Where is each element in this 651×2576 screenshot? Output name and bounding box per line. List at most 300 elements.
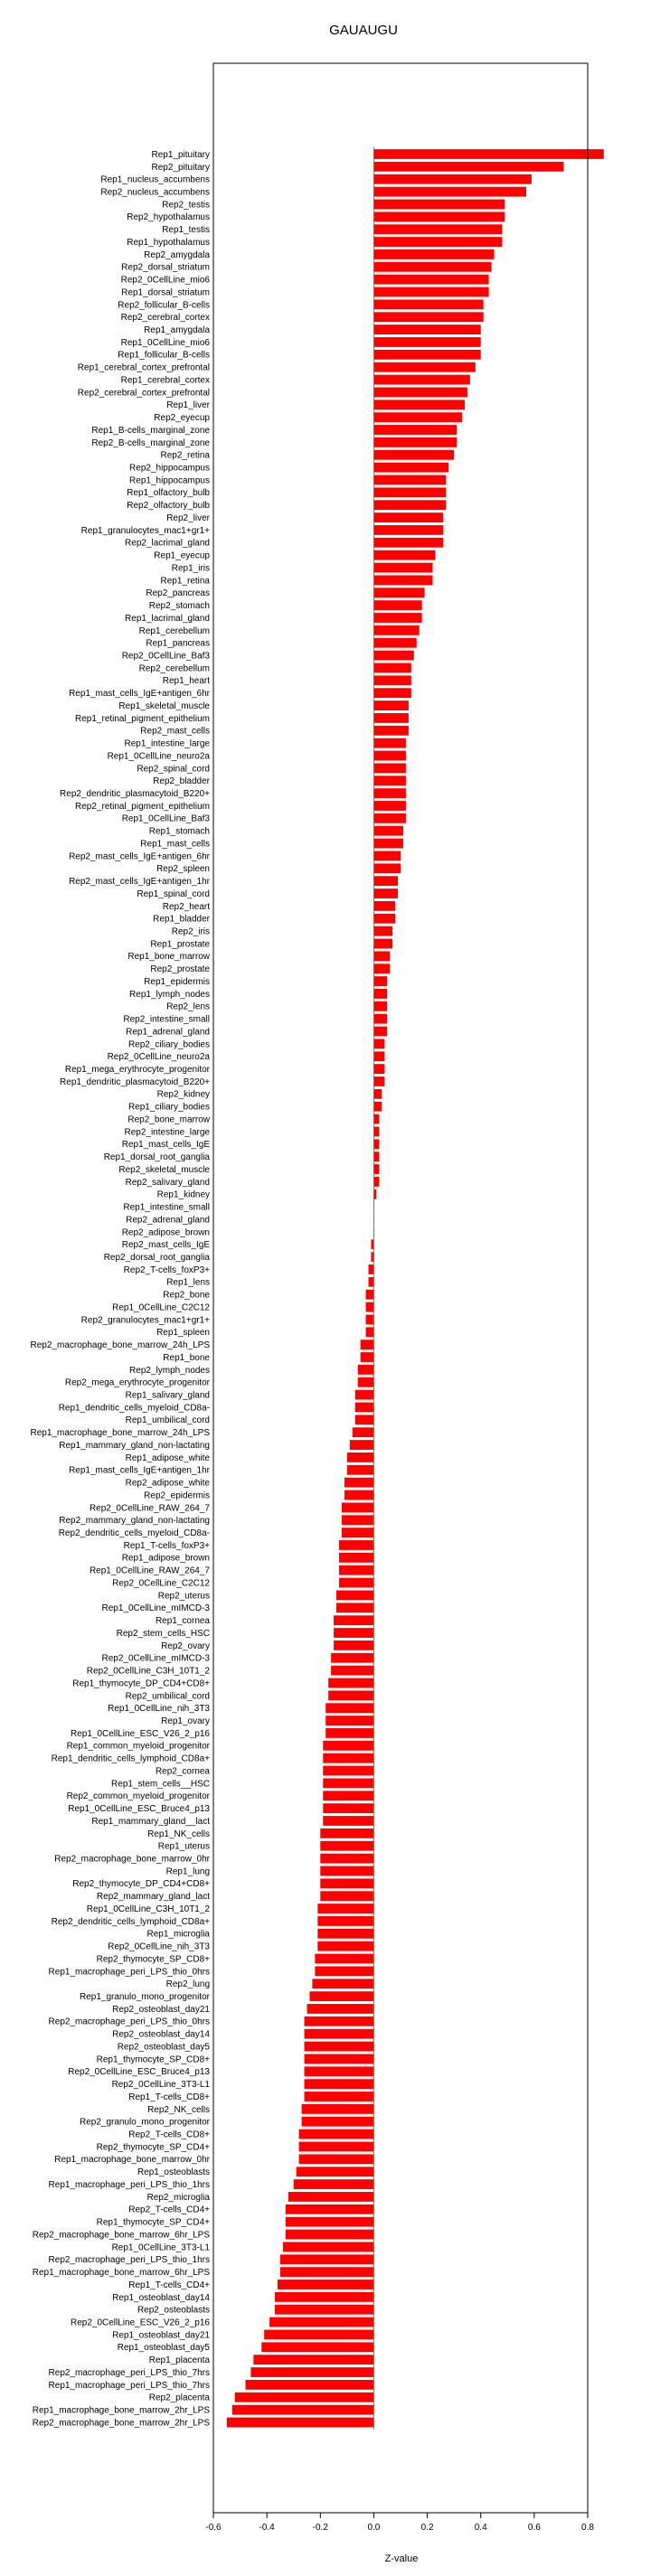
bar-4 xyxy=(373,200,505,210)
category-label: Rep1_macrophage_peri_LPS_thio_0hrs xyxy=(48,1967,210,1978)
bar-37 xyxy=(373,613,421,623)
bar-177 xyxy=(250,2367,373,2377)
category-label: Rep1_amygdala xyxy=(144,325,210,336)
bar-141 xyxy=(317,1916,373,1926)
bar-176 xyxy=(253,2355,373,2364)
bar-58 xyxy=(373,876,398,886)
bar-173 xyxy=(269,2317,373,2327)
category-label: Rep2_0CellLine_mIMCD-3 xyxy=(101,1653,210,1664)
category-label: Rep1_placenta xyxy=(148,2355,210,2366)
bar-60 xyxy=(373,901,395,911)
bar-152 xyxy=(305,2054,374,2064)
category-label: Rep1_olfactory_bulb xyxy=(127,488,210,499)
category-label: Rep1_pancreas xyxy=(146,638,210,649)
category-label: Rep2_stem_cells_HSC xyxy=(116,1628,210,1639)
category-label: Rep2_adipose_white xyxy=(125,1478,210,1489)
category-label: Rep1_lung xyxy=(165,1866,210,1877)
bar-166 xyxy=(286,2230,374,2240)
category-label: Rep2_adrenal_gland xyxy=(126,1215,210,1226)
category-label: Rep2_dendritic_cells_myeloid_CD8a- xyxy=(58,1528,210,1539)
bar-12 xyxy=(373,299,483,309)
bar-122 xyxy=(328,1678,373,1688)
category-label: Rep2_nucleus_accumbens xyxy=(100,187,210,198)
bar-156 xyxy=(302,2104,374,2114)
bar-54 xyxy=(373,826,403,836)
category-label: Rep1_osteoblast_day5 xyxy=(117,2343,210,2354)
bar-65 xyxy=(373,964,390,973)
bar-44 xyxy=(373,700,408,710)
category-label: Rep2_testis xyxy=(162,200,210,211)
category-label: Rep1_0CellLine_C2C12 xyxy=(112,1302,210,1313)
bar-148 xyxy=(307,2004,374,2014)
bar-36 xyxy=(373,600,421,610)
bar-31 xyxy=(373,538,443,548)
category-label: Rep2_retinal_pigment_epithelium xyxy=(75,801,210,812)
bar-75 xyxy=(373,1089,382,1099)
category-label: Rep1_bone xyxy=(163,1352,210,1363)
bar-89 xyxy=(369,1264,374,1274)
category-label: Rep1_hippocampus xyxy=(129,475,210,486)
bar-29 xyxy=(373,512,443,522)
bar-154 xyxy=(305,2079,374,2089)
bar-162 xyxy=(294,2179,374,2189)
category-label: Rep1_mast_cells_IgE+antigen_1hr xyxy=(69,1465,210,1476)
bar-1 xyxy=(373,162,563,172)
category-label: Rep2_osteoblast_day14 xyxy=(112,2029,210,2040)
category-label: Rep1_umbilical_cord xyxy=(125,1415,210,1426)
bar-128 xyxy=(323,1753,373,1763)
x-axis-label: Z-value xyxy=(384,2553,419,2564)
category-label: Rep2_intestine_large xyxy=(124,1127,210,1138)
category-label: Rep2_salivary_gland xyxy=(125,1177,210,1188)
category-label: Rep1_granulocytes_mac1+gr1+ xyxy=(80,525,210,536)
category-label: Rep2_eyecup xyxy=(154,413,210,424)
bar-66 xyxy=(373,976,387,986)
category-label: Rep1_bone_marrow xyxy=(127,952,210,963)
category-label: Rep1_B-cells_marginal_zone xyxy=(91,425,210,436)
bar-13 xyxy=(373,312,483,322)
category-label: Rep1_pituitary xyxy=(151,149,210,160)
category-label: Rep2_retina xyxy=(160,450,210,461)
bar-55 xyxy=(373,839,403,849)
category-label: Rep1_skeletal_muscle xyxy=(118,700,210,711)
category-label: Rep2_adipose_brown xyxy=(121,1227,210,1238)
bar-163 xyxy=(288,2192,374,2202)
category-label: Rep1_dorsal_root_ganglia xyxy=(103,1152,210,1163)
bar-126 xyxy=(326,1728,373,1738)
category-label: Rep2_cornea xyxy=(155,1766,210,1777)
category-label: Rep1_nucleus_accumbens xyxy=(100,174,210,185)
bar-131 xyxy=(323,1791,373,1800)
bar-136 xyxy=(320,1854,373,1864)
bar-69 xyxy=(373,1014,387,1024)
bar-94 xyxy=(366,1327,374,1337)
x-tick-label: 0.8 xyxy=(581,2523,594,2533)
category-label: Rep1_ciliary_bodies xyxy=(127,1102,210,1113)
bar-98 xyxy=(358,1377,374,1387)
category-label: Rep2_macrophage_bone_marrow_0hr xyxy=(54,1854,210,1865)
bar-19 xyxy=(373,388,467,398)
category-label: Rep2_ciliary_bodies xyxy=(127,1039,210,1050)
bar-49 xyxy=(373,763,405,773)
category-label: Rep1_T-cells_CD4+ xyxy=(128,2280,210,2290)
bar-26 xyxy=(373,475,446,485)
bar-157 xyxy=(302,2117,374,2127)
bar-114 xyxy=(339,1578,373,1588)
category-label: Rep2_macrophage_bone_marrow_24h_LPS xyxy=(30,1340,210,1351)
category-label: Rep1_testis xyxy=(162,225,210,236)
bar-92 xyxy=(366,1302,374,1312)
bar-161 xyxy=(297,2167,374,2176)
category-label: Rep2_NK_cells xyxy=(147,2104,210,2115)
bar-133 xyxy=(323,1816,373,1826)
bar-179 xyxy=(235,2393,374,2402)
bar-38 xyxy=(373,625,419,635)
category-label: Rep1_macrophage_peri_LPS_thio_7hrs xyxy=(48,2380,210,2391)
bar-169 xyxy=(280,2267,374,2277)
category-label: Rep2_spinal_cord xyxy=(137,764,210,775)
category-label: Rep2_olfactory_bulb xyxy=(127,501,210,512)
category-label: Rep1_intestine_small xyxy=(123,1202,210,1213)
bar-90 xyxy=(369,1277,374,1287)
bar-21 xyxy=(373,412,462,422)
bar-45 xyxy=(373,713,408,723)
category-label: Rep1_intestine_large xyxy=(124,738,210,749)
bar-93 xyxy=(366,1315,374,1325)
bar-8 xyxy=(373,249,494,259)
category-label: Rep2_hippocampus xyxy=(129,463,210,474)
category-label: Rep1_macrophage_bone_marrow_6hr_LPS xyxy=(32,2268,210,2279)
bar-28 xyxy=(373,500,446,510)
x-tick-label: 0.6 xyxy=(527,2523,541,2533)
category-label: Rep2_thymocyte_DP_CD4+CD8+ xyxy=(72,1879,210,1890)
bar-143 xyxy=(317,1941,373,1951)
category-label: Rep2_cerebral_cortex xyxy=(120,313,210,324)
category-label: Rep1_spleen xyxy=(156,1328,210,1339)
category-label: Rep1_0CellLine_ESC_Bruce4_p13 xyxy=(68,1804,210,1815)
category-label: Rep2_mast_cells_IgE+antigen_1hr xyxy=(69,877,210,888)
category-label: Rep1_0CellLine_Baf3 xyxy=(121,813,210,824)
category-label: Rep1_mammary_gland_non-lactating xyxy=(59,1440,210,1451)
bar-11 xyxy=(373,287,488,297)
category-label: Rep2_liver xyxy=(166,512,210,523)
bar-168 xyxy=(280,2254,374,2264)
category-label: Rep1_cerebellum xyxy=(138,625,210,636)
bar-130 xyxy=(323,1778,373,1788)
category-label: Rep1_granulo_mono_progenitor xyxy=(80,1992,210,2003)
category-label: Rep1_uterus xyxy=(157,1841,210,1852)
x-axis xyxy=(205,2513,594,2533)
category-label: Rep2_T-cells_CD4+ xyxy=(128,2205,210,2215)
category-label: Rep1_0CellLine_nih_3T3 xyxy=(108,1704,210,1715)
bar-3 xyxy=(373,187,526,197)
category-label: Rep2_B-cells_marginal_zone xyxy=(91,437,210,448)
bar-14 xyxy=(373,324,480,334)
category-label: Rep2_iris xyxy=(171,926,210,937)
category-label: Rep2_macrophage_peri_LPS_thio_7hrs xyxy=(48,2367,210,2378)
category-label: Rep2_macrophage_peri_LPS_thio_1hrs xyxy=(48,2255,210,2266)
bar-106 xyxy=(344,1478,374,1488)
bar-34 xyxy=(373,575,432,585)
category-label: Rep2_mega_erythrocyte_progenitor xyxy=(64,1377,210,1388)
bar-48 xyxy=(373,751,405,761)
bar-77 xyxy=(373,1114,379,1124)
category-label: Rep2_osteoblasts xyxy=(137,2305,210,2316)
category-label: Rep2_macrophage_bone_marrow_6hr_LPS xyxy=(32,2230,210,2241)
bar-33 xyxy=(373,563,432,573)
bar-102 xyxy=(353,1427,374,1437)
category-label: Rep1_cerebral_cortex xyxy=(120,375,210,386)
category-label: Rep2_pituitary xyxy=(151,162,210,173)
bar-6 xyxy=(373,224,502,234)
category-label: Rep2_T-cells_foxP3+ xyxy=(123,1264,210,1275)
bar-91 xyxy=(366,1290,374,1300)
bar-123 xyxy=(328,1690,373,1700)
bar-164 xyxy=(286,2205,374,2214)
bar-104 xyxy=(347,1453,374,1462)
category-label: Rep1_dorsal_striatum xyxy=(121,287,210,298)
bar-147 xyxy=(309,1991,373,2001)
bar-108 xyxy=(342,1502,373,1512)
bar-63 xyxy=(373,939,392,949)
x-tick-label: -0.2 xyxy=(312,2523,328,2533)
category-label: Rep2_0CellLine_mio6 xyxy=(120,275,210,286)
bar-158 xyxy=(299,2129,374,2139)
category-label: Rep2_granulocytes_mac1+gr1+ xyxy=(80,1315,210,1326)
category-label: Rep1_mega_erythrocyte_progenitor xyxy=(64,1065,210,1076)
category-label: Rep2_microglia xyxy=(146,2192,210,2203)
bar-2 xyxy=(373,174,531,184)
bar-144 xyxy=(315,1954,373,1964)
category-label: Rep2_lymph_nodes xyxy=(129,1365,210,1376)
category-label: Rep2_intestine_small xyxy=(123,1014,210,1025)
bar-138 xyxy=(320,1878,373,1888)
bar-100 xyxy=(355,1403,374,1413)
category-label: Rep2_amygdala xyxy=(144,249,210,260)
bar-103 xyxy=(350,1440,374,1450)
bar-118 xyxy=(334,1628,373,1638)
bar-72 xyxy=(373,1051,384,1061)
bar-121 xyxy=(331,1666,373,1676)
bar-160 xyxy=(299,2154,374,2164)
bar-134 xyxy=(320,1829,373,1838)
bar-70 xyxy=(373,1027,387,1037)
bar-64 xyxy=(373,951,390,961)
category-label: Rep2_ovary xyxy=(161,1641,210,1651)
bar-119 xyxy=(334,1641,373,1650)
category-label: Rep1_0CellLine_mIMCD-3 xyxy=(101,1603,210,1614)
bar-32 xyxy=(373,550,435,560)
bar-120 xyxy=(331,1653,373,1663)
bar-79 xyxy=(373,1139,379,1149)
category-label: Rep1_mast_cells_IgE xyxy=(121,1140,210,1151)
bar-15 xyxy=(373,337,480,347)
bar-172 xyxy=(275,2305,373,2315)
category-label: Rep1_T-cells_CD8+ xyxy=(128,2092,210,2102)
category-label: Rep2_mast_cells_IgE xyxy=(121,1240,210,1251)
category-label: Rep1_0CellLine_neuro2a xyxy=(107,751,210,762)
category-label: Rep1_lacrimal_gland xyxy=(125,613,210,624)
category-label: Rep2_mammary_gland_non-lactating xyxy=(59,1516,210,1527)
bar-81 xyxy=(373,1164,379,1174)
bar-159 xyxy=(299,2142,374,2152)
category-label: Rep2_0CellLine_ESC_V26_2_p16 xyxy=(70,2317,210,2328)
bar-146 xyxy=(312,1979,373,1988)
category-label: Rep2_0CellLine_nih_3T3 xyxy=(108,1941,210,1952)
bar-39 xyxy=(373,638,416,648)
category-label: Rep2_0CellLine_3T3-L1 xyxy=(111,2080,210,2091)
category-label: Rep2_dendritic_plasmacytoid_B220+ xyxy=(60,788,210,799)
bar-99 xyxy=(355,1390,374,1400)
bar-23 xyxy=(373,437,457,447)
bar-95 xyxy=(361,1340,374,1349)
bar-150 xyxy=(305,2029,374,2039)
bar-7 xyxy=(373,237,502,247)
category-label: Rep2_cerebellum xyxy=(138,663,210,674)
category-label: Rep2_T-cells_CD8+ xyxy=(128,2129,210,2140)
category-label: Rep2_thymocyte_SP_CD4+ xyxy=(96,2142,210,2153)
bar-16 xyxy=(373,350,480,360)
x-tick-label: -0.6 xyxy=(205,2523,222,2533)
category-label: Rep1_kidney xyxy=(156,1189,210,1200)
bar-135 xyxy=(320,1841,373,1851)
category-label: Rep1_NK_cells xyxy=(147,1829,210,1839)
bar-30 xyxy=(373,525,443,535)
category-label: Rep1_dendritic_cells_lymphoid_CD8a+ xyxy=(51,1753,210,1764)
category-label: Rep2_kidney xyxy=(156,1089,210,1100)
category-label: Rep2_cerebral_cortex_prefrontal xyxy=(77,388,210,399)
category-label: Rep1_0CellLine_3T3-L1 xyxy=(111,2242,210,2253)
bar-174 xyxy=(264,2330,373,2340)
bar-78 xyxy=(373,1127,379,1137)
category-label: Rep2_pancreas xyxy=(146,588,210,599)
bar-125 xyxy=(326,1716,373,1725)
bar-124 xyxy=(326,1703,373,1713)
bar-82 xyxy=(373,1177,379,1187)
x-tick-label: 0.0 xyxy=(367,2523,381,2533)
category-label: Rep2_thymocyte_SP_CD8+ xyxy=(96,1954,210,1965)
bar-105 xyxy=(347,1465,374,1475)
category-label: Rep1_heart xyxy=(162,676,210,687)
bar-50 xyxy=(373,776,405,785)
bar-25 xyxy=(373,463,448,473)
bar-42 xyxy=(373,675,410,685)
category-label: Rep2_0CellLine_C3H_10T1_2 xyxy=(86,1666,210,1677)
category-label: Rep2_stomach xyxy=(148,601,210,612)
category-label: Rep1_common_myeloid_progenitor xyxy=(66,1741,210,1752)
bar-24 xyxy=(373,450,454,460)
category-label: Rep2_osteoblast_day5 xyxy=(117,2042,210,2053)
bar-20 xyxy=(373,400,465,409)
bar-96 xyxy=(361,1352,374,1362)
category-label: Rep1_T-cells_foxP3+ xyxy=(123,1540,210,1551)
category-label: Rep1_macrophage_bone_marrow_24h_LPS xyxy=(30,1428,210,1439)
category-label: Rep2_bone xyxy=(163,1290,210,1301)
category-label: Rep1_0CellLine_mio6 xyxy=(120,337,210,348)
category-label: Rep2_mast_cells_IgE+antigen_6hr xyxy=(69,851,210,862)
bar-80 xyxy=(373,1152,379,1161)
category-label: Rep2_0CellLine_RAW_264_7 xyxy=(89,1503,210,1514)
bar-117 xyxy=(334,1615,373,1625)
bar-47 xyxy=(373,738,405,748)
bar-101 xyxy=(355,1415,374,1424)
bar-112 xyxy=(339,1553,373,1563)
bar-111 xyxy=(339,1540,373,1550)
category-label: Rep2_follicular_B-cells xyxy=(118,300,210,311)
category-label: Rep1_salivary_gland xyxy=(125,1390,210,1401)
category-label: Rep2_dorsal_root_ganglia xyxy=(103,1252,210,1263)
category-label: Rep2_prostate xyxy=(150,964,210,975)
bar-140 xyxy=(317,1904,373,1913)
bar-181 xyxy=(227,2418,374,2428)
category-label: Rep1_stem_cells__HSC xyxy=(111,1779,210,1790)
category-label: Rep1_lens xyxy=(166,1277,210,1288)
bar-165 xyxy=(286,2217,374,2227)
bar-76 xyxy=(373,1102,382,1112)
bar-170 xyxy=(278,2280,373,2289)
category-label: Rep2_heart xyxy=(162,901,210,912)
category-label: Rep1_thymocyte_DP_CD4+CD8+ xyxy=(72,1678,210,1689)
category-label: Rep2_0CellLine_C2C12 xyxy=(112,1578,210,1589)
category-label: Rep1_dendritic_cells_myeloid_CD8a- xyxy=(58,1403,210,1414)
bar-52 xyxy=(373,801,405,811)
bar-107 xyxy=(344,1490,374,1500)
category-label: Rep2_dorsal_striatum xyxy=(121,262,210,273)
category-label: Rep2_macrophage_bone_marrow_2hr_LPS xyxy=(32,2418,210,2429)
category-label: Rep2_bone_marrow xyxy=(127,1114,210,1125)
bar-109 xyxy=(342,1515,373,1525)
bar-110 xyxy=(342,1528,373,1537)
category-label: Rep1_retina xyxy=(160,576,210,587)
category-label: Rep1_adipose_brown xyxy=(121,1553,210,1564)
category-label: Rep2_granulo_mono_progenitor xyxy=(80,2117,210,2128)
bar-27 xyxy=(373,487,446,497)
category-label: Rep1_adipose_white xyxy=(125,1453,210,1463)
category-label: Rep2_0CellLine_Baf3 xyxy=(121,651,210,662)
bar-113 xyxy=(339,1565,373,1575)
bar-180 xyxy=(232,2405,374,2415)
category-label: Rep2_dendritic_cells_lymphoid_CD8a+ xyxy=(51,1916,210,1927)
category-label: Rep1_spinal_cord xyxy=(137,888,210,899)
category-label: Rep2_lacrimal_gland xyxy=(125,538,210,549)
bar-9 xyxy=(373,262,491,272)
bar-171 xyxy=(275,2292,373,2302)
category-label: Rep2_mast_cells xyxy=(140,726,210,737)
bar-145 xyxy=(315,1966,373,1976)
x-tick-label: -0.4 xyxy=(259,2523,275,2533)
category-label: Rep1_osteoblast_day21 xyxy=(112,2330,210,2341)
x-tick-label: 0.4 xyxy=(474,2523,487,2533)
bar-116 xyxy=(336,1603,373,1612)
category-labels xyxy=(31,150,211,2429)
bar-139 xyxy=(320,1891,373,1901)
category-label: Rep1_macrophage_bone_marrow_0hr xyxy=(54,2155,210,2166)
bar-153 xyxy=(305,2066,374,2076)
bar-57 xyxy=(373,863,401,873)
category-label: Rep1_macrophage_bone_marrow_2hr_LPS xyxy=(32,2405,210,2416)
bar-67 xyxy=(373,989,387,999)
category-label: Rep1_mast_cells xyxy=(140,839,210,850)
category-label: Rep1_osteoblasts xyxy=(137,2167,210,2178)
bar-35 xyxy=(373,588,424,597)
category-label: Rep1_eyecup xyxy=(154,550,210,561)
bar-5 xyxy=(373,212,505,221)
bar-155 xyxy=(305,2092,374,2101)
category-label: Rep1_adrenal_gland xyxy=(126,1027,210,1038)
bar-73 xyxy=(373,1064,384,1074)
bars-layer xyxy=(227,149,604,2427)
bar-22 xyxy=(373,425,457,435)
